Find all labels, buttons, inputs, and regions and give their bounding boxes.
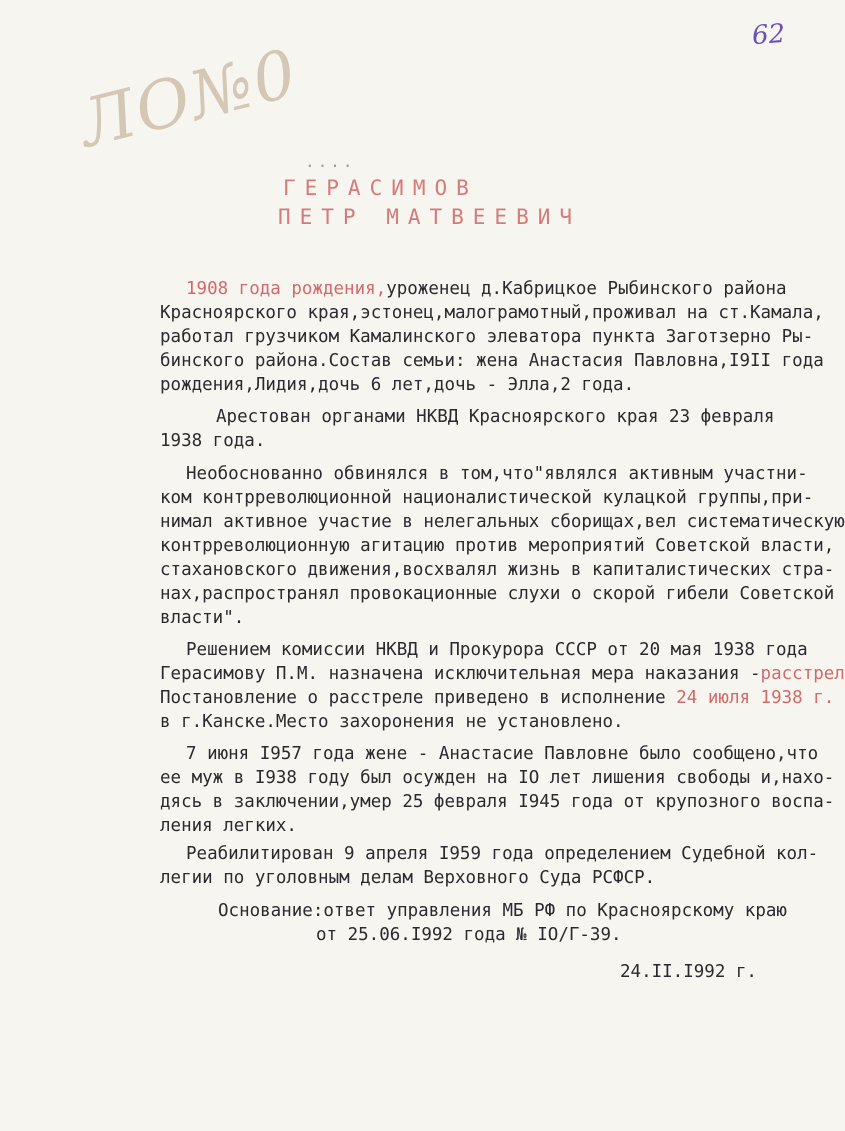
p3-line-5: стахановского движения,восхвалял жизнь в капиталистических стра- (160, 560, 835, 580)
p3-line-2: ком контрреволюционной националистической кулацкой группы,при- (160, 488, 814, 508)
p1-line-1 (186, 281, 787, 299)
p6-line-1: Реабилитирован 9 апреля I959 года определением Судебной кол- (186, 844, 819, 864)
p1-line-5: рождения,Лидия,дочь 6 лет,дочь - Элла,2 года. (160, 375, 635, 395)
p3-line-6: нах,распространял провокационные слухи о скорой гибели Советской (160, 584, 835, 604)
p4-line-4: в г.Канске.Место захоронения не установлено. (160, 712, 624, 732)
page-number: 62 (750, 18, 787, 52)
p4-line-2-start: Герасимову П.М. назначена исключительная мера наказания - (160, 664, 761, 684)
p4-line-3 (160, 690, 834, 708)
p5-line-3: дясь в заключении,умер 25 февраля I945 года от крупозного воспа- (160, 792, 835, 812)
archive-handwritten-mark: ЛО№0 (71, 34, 306, 163)
p4-line-1: Решением комиссии НКВД и Прокурора СССР от 20 мая 1938 года (186, 640, 808, 660)
surname-heading: ГЕРАСИМОВ (283, 176, 478, 200)
execution-word: расстрел (760, 664, 845, 684)
p4-line-3-start: Постановление о расстреле приведено в исполнение (160, 688, 677, 708)
p2-line-2: 1938 года. (160, 431, 266, 451)
p7-line-1: Основание:ответ управления МБ РФ по Красноярскому краю (218, 901, 787, 921)
p3-line-1: Необоснованно обвинялся в том,что"являлся активным участни- (186, 464, 808, 484)
execution-date: 24 июля 1938 г. (676, 688, 835, 708)
p7-line-2: от 25.06.I992 года № IO/Г-39. (316, 925, 622, 945)
p1-line-3: работал грузчиком Камалинского элеватора пункта Заготзерно Ры- (160, 327, 814, 347)
document-date: 24.II.I992 г. (620, 962, 757, 982)
p5-line-1: 7 июня I957 года жене - Анастасие Павловне было сообщено,что (186, 744, 819, 764)
p3-line-4: контрреволюционную агитацию против мероприятий Советской власти, (160, 536, 835, 556)
p1-line-2: Красноярского края,эстонец,малограмотный,проживал на ст.Камала, (160, 303, 824, 323)
birth-year-text: 1908 года рождения, (186, 279, 387, 299)
p4-line-2 (160, 666, 845, 684)
p3-line-7: власти". (160, 608, 245, 628)
faded-dots: .... (305, 152, 356, 171)
p2-line-1: Арестован органами НКВД Красноярского края 23 февраля (216, 407, 775, 427)
p3-line-3: нимал активное участие в нелегальных сборищах,вел систематическую (160, 512, 845, 532)
p5-line-2: ее муж в I938 году был осужден на IO лет лишения свободы и,нахо- (160, 768, 835, 788)
p1-line-4: бинского района.Состав семьи: жена Анастасия Павловна,I9II года (160, 351, 824, 371)
p5-line-4: ления легких. (160, 816, 297, 836)
p6-line-2: легии по уголовным делам Верховного Суда РСФСР. (160, 868, 656, 888)
p1-line-1-rest: уроженец д.Кабрицкое Рыбинского района (386, 279, 787, 299)
given-names-heading: ПЕТР МАТВЕЕВИЧ (278, 205, 582, 229)
